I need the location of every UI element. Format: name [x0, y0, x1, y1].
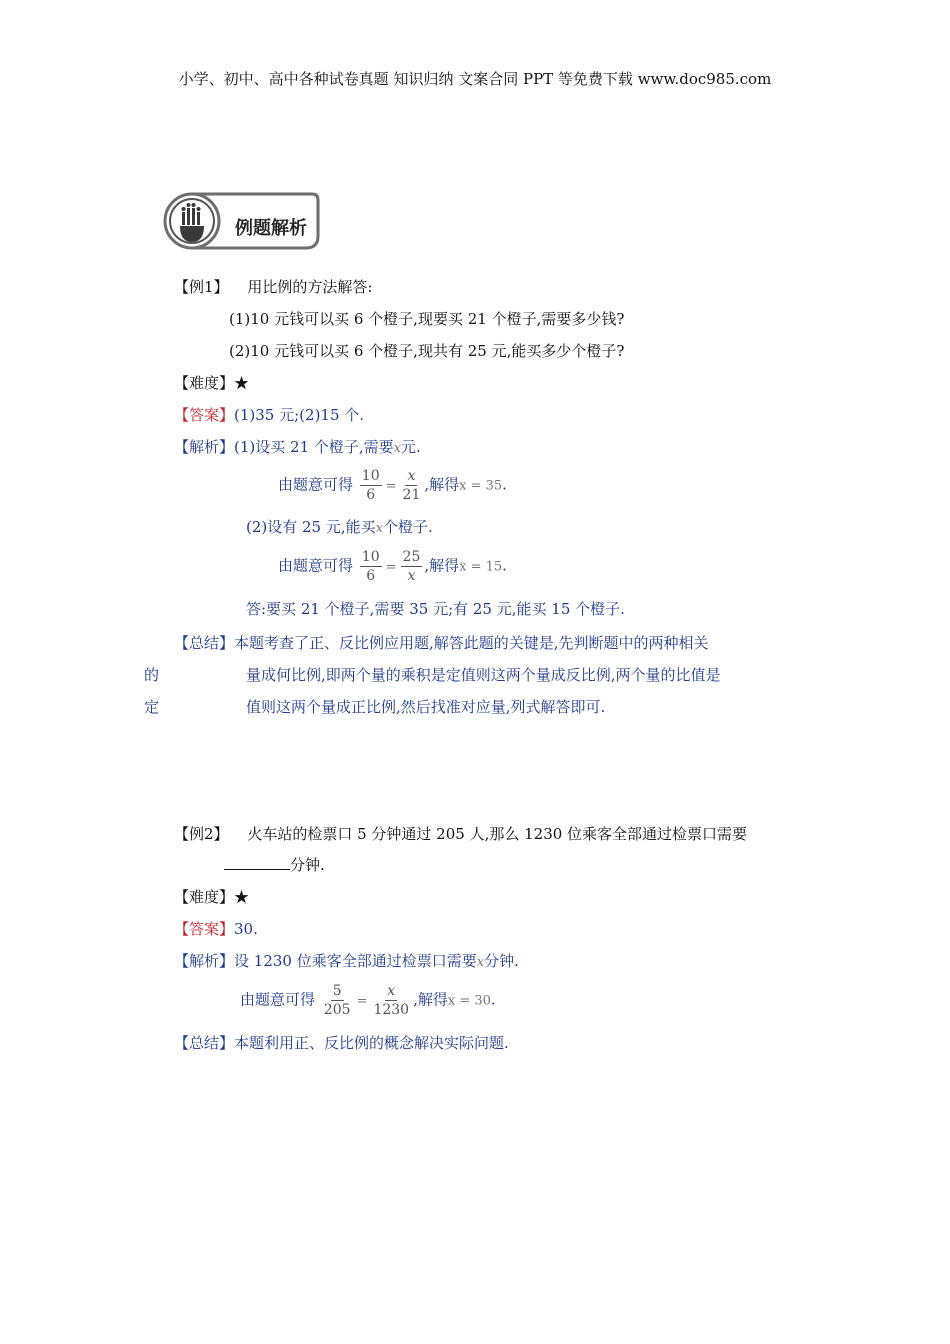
period: .: [502, 556, 507, 575]
equation-mid: ,解得: [413, 990, 448, 1009]
difficulty-label: 【难度】: [174, 374, 235, 392]
question-text: 火车站的检票口 5 分钟通过 205 人,那么 1230 位乘客全部通过检票口需要: [247, 825, 748, 843]
analysis-text: (1)设买 21 个橙子,需要: [234, 438, 394, 456]
equation-mid: ,解得: [424, 475, 460, 494]
blank-suffix: 分钟.: [290, 856, 325, 874]
fraction: $\frac{x}{1230}$: [373, 983, 410, 1018]
fraction: $\frac{10}{6}$: [361, 468, 380, 503]
summary-text: 本题考查了正、反比例应用题,解答此题的关键是,先判断题中的两种相关: [234, 634, 709, 652]
analysis-row-2: [246, 516, 433, 540]
summary-label: 【总结】: [174, 1034, 235, 1052]
fraction: $\frac{5}{205}$: [323, 983, 351, 1018]
difficulty-row: [174, 886, 249, 908]
answer-row: [174, 918, 258, 940]
analysis-text: 设 1230 位乘客全部通过检票口需要: [234, 952, 477, 970]
summary-text: 值则这两个量成正比例,然后找准对应量,列式解答即可.: [246, 698, 606, 716]
analysis-text: 个橙子.: [382, 518, 433, 536]
final-answer: 答:要买 21 个橙子,需要 35 元;有 25 元,能买 15 个橙子.: [246, 600, 625, 618]
summary-text: 量成何比例,即两个量的乘积是定值则这两个量成反比例,两个量的比值是: [246, 666, 721, 684]
equals-sign: =: [356, 993, 368, 1009]
equation-mid: ,解得: [424, 556, 460, 575]
difficulty-stars: ★: [234, 888, 250, 906]
math-variable: x: [375, 521, 383, 536]
summary-left-char: 的: [144, 666, 160, 684]
summary-text: 本题利用正、反比例的概念解决实际问题.: [234, 1034, 509, 1052]
equation-1: [278, 467, 507, 504]
equation-prefix: 由题意可得: [278, 475, 354, 494]
period: .: [502, 475, 507, 494]
equation-prefix: 由题意可得: [278, 556, 354, 575]
math-variable: x: [476, 955, 485, 970]
sub-question-1: (1)10 元钱可以买 6 个橙子,现要买 21 个橙子,需要多少钱?: [229, 310, 625, 328]
analysis-text: (2)设有 25 元,能买: [246, 518, 376, 536]
award-medal-icon: [170, 199, 214, 243]
equals-sign: =: [385, 559, 397, 575]
equals-sign: =: [385, 478, 397, 494]
analysis-row: [174, 950, 519, 974]
analysis-label: 【解析】: [174, 438, 235, 456]
equation-prefix: 由题意可得: [240, 990, 316, 1009]
answer-label: 【答案】: [174, 920, 235, 938]
example-2-question: [174, 823, 747, 845]
answer-text: 30.: [234, 920, 258, 938]
page-header: 小学、初中、高中各种试卷真题 知识归纳 文案合同 PPT 等免费下载 www.doc985.com: [178, 70, 772, 88]
answer-text: (1)35 元;(2)15 个.: [234, 406, 365, 424]
difficulty-stars: ★: [234, 374, 250, 392]
question-text: 用比例的方法解答:: [247, 278, 373, 296]
summary-row-1: [174, 632, 709, 654]
solution: x = 15: [459, 559, 503, 575]
answer-label: 【答案】: [174, 406, 235, 424]
difficulty-label: 【难度】: [174, 888, 235, 906]
analysis-label: 【解析】: [174, 952, 235, 970]
math-variable: x: [393, 441, 401, 456]
blank-row: [224, 854, 325, 876]
section-title: 例题解析: [235, 218, 307, 239]
example-tag: 【例1】: [174, 278, 229, 296]
analysis-text: 元.: [401, 438, 421, 456]
solution: x = 30: [447, 993, 491, 1009]
answer-row: [174, 404, 364, 426]
fraction: $\frac{10}{6}$: [361, 549, 380, 584]
difficulty-row: [174, 372, 249, 394]
summary-left-char: 定: [144, 698, 160, 716]
summary-row: [174, 1032, 509, 1054]
fraction: $\frac{25}{x}$: [402, 549, 421, 584]
example-tag: 【例2】: [174, 825, 229, 843]
equation-2: [278, 548, 507, 585]
answer-blank: [224, 855, 290, 870]
summary-label: 【总结】: [174, 634, 235, 652]
example-1-question: [174, 276, 372, 298]
sub-question-2: (2)10 元钱可以买 6 个橙子,现共有 25 元,能买多少个橙子?: [229, 342, 625, 360]
solution: x = 35: [459, 478, 503, 494]
period: .: [490, 990, 496, 1009]
analysis-text: 分钟.: [484, 952, 519, 970]
analysis-row: [174, 436, 421, 460]
equation-3: [240, 982, 496, 1019]
fraction: $\frac{x}{21}$: [402, 468, 421, 503]
